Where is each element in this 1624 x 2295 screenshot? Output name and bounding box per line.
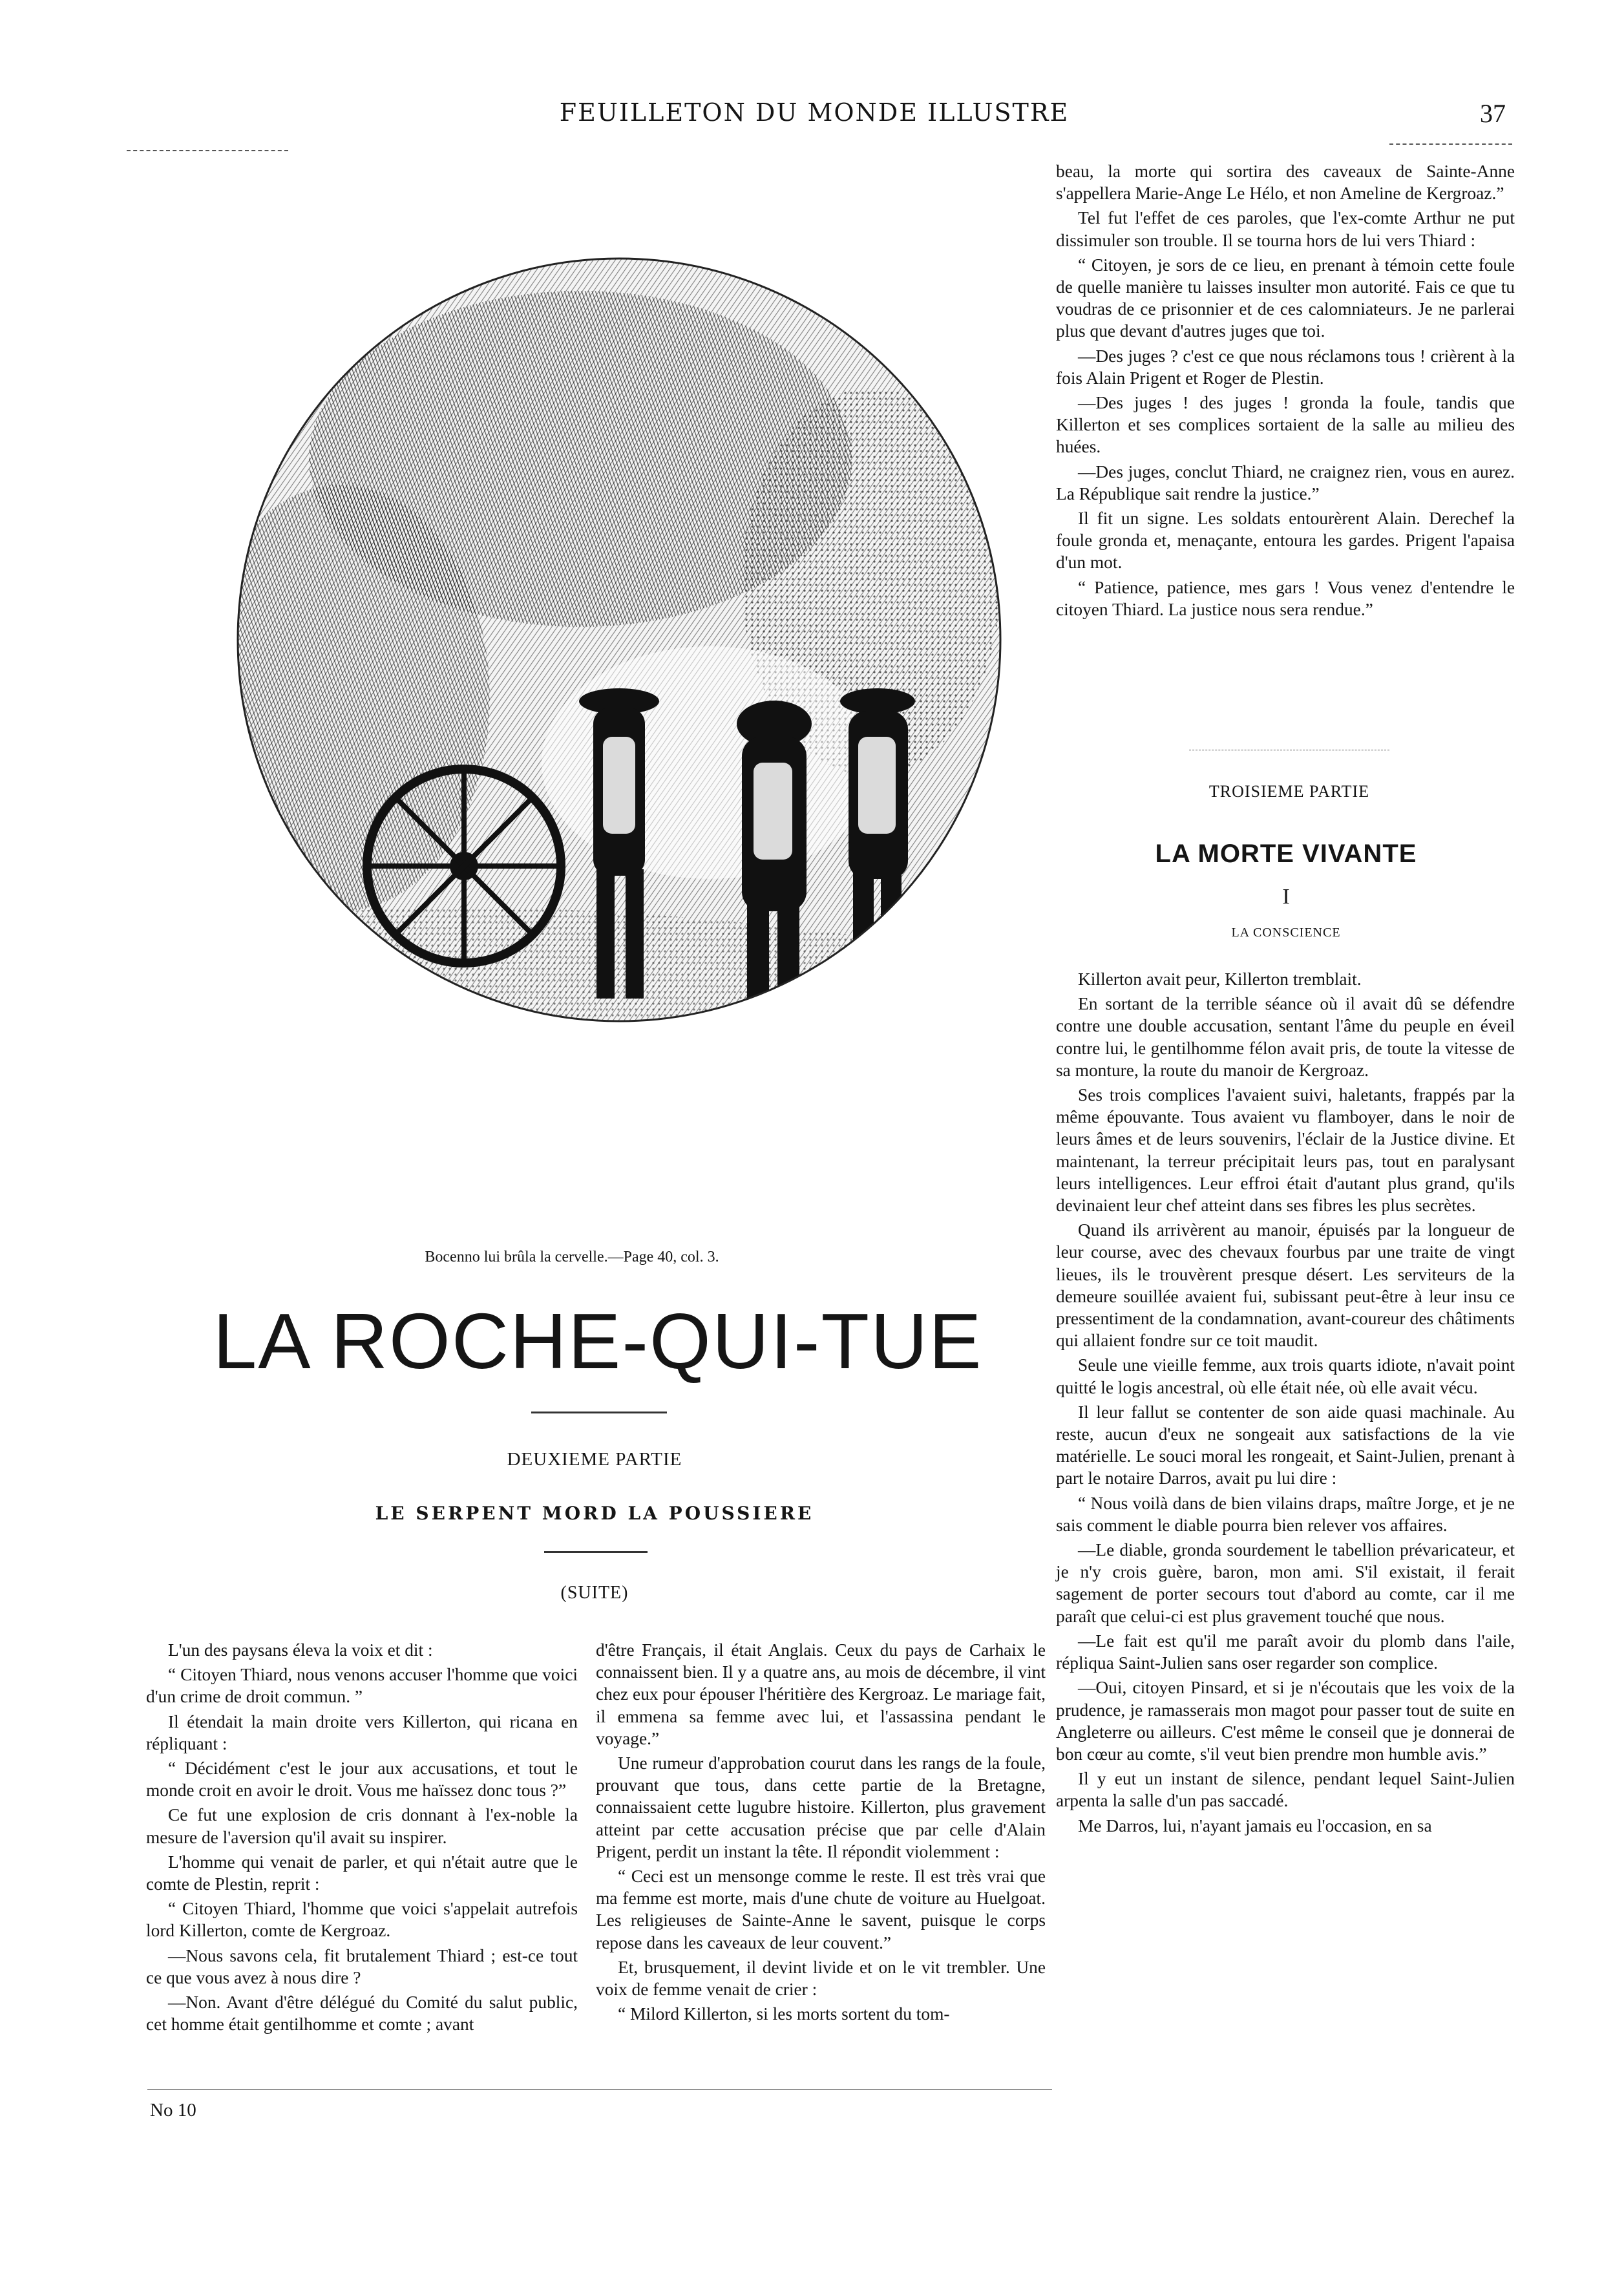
paragraph: —Non. Avant d'être délégué du Comité du salut public, cet homme était gentilhomme et comte ; avant: [146, 1993, 578, 2035]
paragraph: —Des juges, conclut Thiard, ne craignez rien, vous en aurez. La République sait rendre la justice.”: [1056, 461, 1515, 503]
column-middle: [596, 1639, 1046, 2027]
paragraph: “ Citoyen Thiard, nous venons accuser l'homme que voici d'un crime de droit commun. ”: [146, 1665, 578, 1707]
chapter-title: LE SERPENT MORD LA POUSSIERE: [375, 1503, 814, 1524]
paragraph: Il étendait la main droite vers Killerton, qui ricana en répliquant :: [146, 1711, 578, 1753]
story-title: LA ROCHE-QUI-TUE: [213, 1297, 983, 1385]
paragraph: —Nous savons cela, fit brutalement Thiard ; est-ce tout ce que vous avez à nous dire ?: [146, 1945, 578, 1987]
paragraph: Seule une vieille femme, aux trois quarts idiote, n'avait point quitté le logis ancestral, où elle était née, où elle avait vécu.: [1056, 1355, 1515, 1397]
paragraph: —Oui, citoyen Pinsard, et si je n'écoutais que les voix de la prudence, je ramasserais mon magot pour passer tout de suite en Angleterre ou ailleurs. C'est même le conseil que je donnerai de bon cœur au comte, s'il veut bien prendre mon humble avis.”: [1056, 1678, 1515, 1764]
part-heading: DEUXIEME PARTIE: [507, 1449, 682, 1470]
paragraph: Ses trois complices l'avaient suivi, haletants, frappés par la même épouvante. Tous avaient vu flamboyer, dans le noir de leurs âmes et de leurs souvenirs, l'éclair de la Justice divine. Et maintenant, la terreur précipitait leurs pas, tout en paralysant leurs intelligences. Leur effroi était d'autant plus grand, qu'ils devinaient leur chef atteint dans ses fibres les plus secrètes.: [1056, 1085, 1515, 1216]
paragraph: Il leur fallut se contenter de son aide quasi machinale. Au reste, aucun d'eux ne songeait aux satisfactions de la vie matérielle. Le souci moral les rongeait, et Saint-Julien, prenant à part le notaire Darros, avait pu lui dire :: [1056, 1402, 1515, 1488]
paragraph: Il y eut un instant de silence, pendant lequel Saint-Julien arpenta la salle d'un pas saccadé.: [1056, 1769, 1515, 1811]
paragraph: Quand ils arrivèrent au manoir, épuisés par la longueur de leur course, avec des chevaux fourbus par une traite de vingt lieues, ils le trouvèrent presque désert. Les serviteurs de la demeure souillée avaient fui, subissant peut-être à leur insu ce pressentiment de la condamnation, avant-coureur des châtiments qui allaient fondre sur ce toit maudit.: [1056, 1220, 1515, 1351]
paragraph: En sortant de la terrible séance où il avait dû se défendre contre une double accusation, sentant l'âme du peuple en éveil contre lui, le gentilhomme félon avait pris, de toute la vitesse de sa monture, la route du manoir de Kergroaz.: [1056, 994, 1515, 1080]
header-divider-right: [1389, 143, 1512, 145]
paragraph: “ Ceci est un mensonge comme le reste. Il est très vrai que ma femme est morte, mais d'une chute de voiture au Huelgoat. Les religieuses de Sainte-Anne le savent, puisque le corps repose dans les caveaux de leur couvent.”: [596, 1867, 1046, 1952]
page-number: 37: [1480, 99, 1506, 128]
paragraph: “ Citoyen Thiard, l'homme que voici s'appelait autrefois lord Killerton, comte de Kergroaz.: [146, 1899, 578, 1941]
paragraph: “ Citoyen, je sors de ce lieu, en prenant à témoin cette foule de quelle manière tu laisses insulter mon autorité. Fais ce que tu voudras de ce prisonnier et de ces calomniateurs. Je ne parlerai plus que devant d'autres juges que toi.: [1056, 255, 1515, 341]
chapter-title-right: LA MORTE VIVANTE: [1155, 840, 1417, 868]
paragraph: —Des juges ? c'est ce que nous réclamons tous ! crièrent à la fois Alain Prigent et Roger de Plestin.: [1056, 346, 1515, 388]
engraving-illustration: [128, 246, 1052, 1234]
part-heading-right: TROISIEME PARTIE: [1208, 782, 1370, 801]
paragraph: —Des juges ! des juges ! gronda la foule, tandis que Killerton et ses complices sortaient de la salle au milieu des huées.: [1056, 393, 1515, 457]
paragraph: Il fit un signe. Les soldats entourèrent Alain. Derechef la foule gronda et, menaçante, entoura les gardes. Prigent l'apaisa d'un mot.: [1056, 509, 1515, 573]
column-left: [146, 1639, 578, 2038]
paragraph: “ Milord Killerton, si les morts sortent du tom-: [618, 2004, 950, 2024]
paragraph: “ Décidément c'est le jour aux accusations, et tout le monde croit en avoir le droit. Vous me haïssez donc tous ?”: [146, 1759, 578, 1801]
engraving-svg: [128, 246, 1052, 1234]
header-divider-left: [127, 150, 288, 151]
footer-divider: [147, 2089, 1052, 2090]
paragraph: d'être Français, il était Anglais. Ceux du pays de Carhaix le connaissent bien. Il y a quatre ans, au mois de décembre, il vint chez eux pour épouser l'héritière des Kergroaz. Le mariage fait, il emmena sa femme avec lui, et l'assassina pendant le voyage.”: [596, 1640, 1046, 1748]
paragraph: beau, la morte qui sortira des caveaux de Sainte-Anne s'appellera Marie-Ange Le Hélo, et non Ameline de Kergroaz.”: [1056, 162, 1515, 204]
paragraph: “ Nous voilà dans de bien vilains draps, maître Jorge, et je ne sais comment le diable pourra bien relever vos affaires.: [1056, 1493, 1515, 1535]
title-divider: [531, 1412, 667, 1413]
paragraph: L'homme qui venait de parler, et qui n'était autre que le comte de Plestin, reprit :: [146, 1852, 578, 1894]
running-header-title: FEUILLETON DU MONDE ILLUSTRE: [559, 98, 1070, 127]
issue-number: No 10: [150, 2100, 196, 2120]
column-right-bottom: [1056, 968, 1515, 1839]
chapter-divider: [544, 1551, 648, 1553]
column-right-top: [1056, 160, 1515, 623]
chapter-subtitle: LA CONSCIENCE: [1231, 925, 1341, 940]
chapter-number: I: [1282, 885, 1290, 909]
paragraph: “ Patience, patience, mes gars ! Vous venez d'entendre le citoyen Thiard. La justice nous sera rendue.”: [1056, 577, 1515, 619]
illustration-caption: Bocenno lui brûla la cervelle.—Page 40, col. 3.: [425, 1249, 719, 1265]
paragraph: Me Darros, lui, n'ayant jamais eu l'occasion, en sa: [1078, 1815, 1432, 1835]
paragraph: —Le fait est qu'il me paraît avoir du plomb dans l'aile, répliqua Saint-Julien sans oser regarder son complice.: [1056, 1631, 1515, 1673]
paragraph: Une rumeur d'approbation courut dans les rangs de la foule, prouvant que tous, dans cette partie de la Bretagne, connaissaient cette lugubre histoire. Killerton, plus gravement atteint par cette accusation précise que par celle d'Alain Prigent, perdit un instant la tête. Il répondit violemment :: [596, 1753, 1046, 1861]
paragraph: Tel fut l'effet de ces paroles, que l'ex-comte Arthur ne put dissimuler son trouble. Il se tourna hors de lui vers Thiard :: [1056, 208, 1515, 250]
suite-label: (SUITE): [560, 1583, 629, 1603]
paragraph: —Le diable, gronda sourdement le tabellion prévaricateur, et je n'y crois guère, baron, mon ami. S'il existait, il ferait sagement de porter secours tout d'abord au comte, car il me paraît que celui-ci est plus gravement touché que nous.: [1056, 1540, 1515, 1626]
paragraph: L'un des paysans éleva la voix et dit :: [168, 1640, 433, 1660]
paragraph: Ce fut une explosion de cris donnant à l'ex-noble la mesure de l'aversion qu'il avait su inspirer.: [146, 1805, 578, 1847]
engraving-scene: [128, 246, 1052, 1234]
paragraph: Killerton avait peur, Killerton tremblait.: [1078, 969, 1362, 989]
paragraph: Et, brusquement, il devint livide et on le vit trembler. Une voix de femme venait de crier :: [596, 1957, 1046, 2000]
